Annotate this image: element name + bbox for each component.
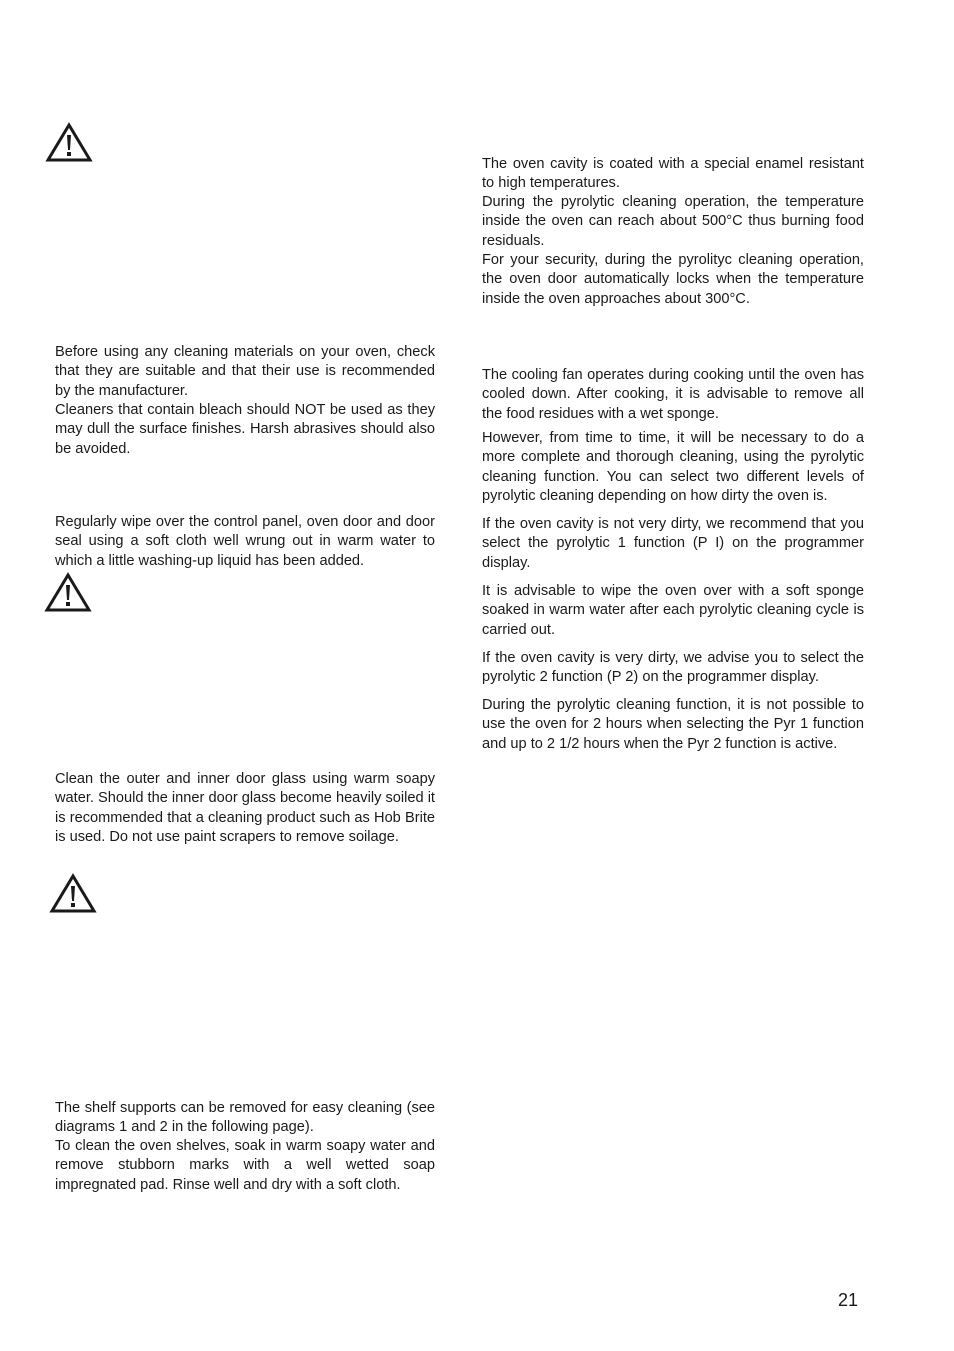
left-paragraph-5: The shelf supports can be removed for easy cleaning (see diagrams 1 and 2 in the following page). (55, 1100, 435, 1136)
right-paragraph-6: If the oven cavity is not very dirty, we recommend that you select the pyrolytic 1 function (P I) on the programmer display. (482, 516, 864, 571)
left-paragraph-1: Before using any cleaning materials on your oven, check that they are suitable and that their use is recommended by the manufacturer. (55, 344, 435, 399)
left-paragraph-2: Cleaners that contain bleach should NOT be used as they may dull the surface finishes. Harsh abrasives should also be avoided. (55, 402, 435, 457)
right-paragraph-5: However, from time to time, it will be necessary to do a more complete and thorough cleaning, using the pyrolytic cleaning function. You can select two different levels of pyrolytic cleaning depending on how dirty the oven is. (482, 430, 864, 504)
warning-triangle-icon (49, 873, 97, 914)
right-paragraph-8: If the oven cavity is very dirty, we advise you to select the pyrolytic 2 function (P 2) on the programmer display. (482, 650, 864, 686)
right-paragraph-3: For your security, during the pyrolityc cleaning operation, the oven door automatically locks when the temperature inside the oven approaches about 300°C. (482, 252, 864, 307)
left-paragraph-3: Regularly wipe over the control panel, oven door and door seal using a soft cloth well wrung out in warm water to which a little washing-up liquid has been added. (55, 514, 435, 569)
page-number: 21 (838, 1290, 859, 1310)
right-paragraph-9: During the pyrolytic cleaning function, it is not possible to use the oven for 2 hours when selecting the Pyr 1 function and up to 2 1/2 hours when the Pyr 2 function is active. (482, 697, 864, 752)
left-paragraph-4: Clean the outer and inner door glass using warm soapy water. Should the inner door glass become heavily soiled it is recommended that a cleaning product such as Hob Brite is used. Do not use paint scrapers to remove soilage. (55, 771, 435, 845)
left-paragraph-6: To clean the oven shelves, soak in warm soapy water and remove stubborn marks with a well wetted soap impregnated pad. Rinse well and dry with a soft cloth. (55, 1138, 435, 1193)
right-paragraph-2: During the pyrolytic cleaning operation, the temperature inside the oven can reach about 500°C thus burning food residuals. (482, 194, 864, 249)
warning-triangle-icon (44, 572, 92, 613)
right-paragraph-7: It is advisable to wipe the oven over with a soft sponge soaked in warm water after each pyrolytic cleaning cycle is carried out. (482, 583, 864, 638)
warning-triangle-icon (45, 122, 93, 163)
right-paragraph-4: The cooling fan operates during cooking until the oven has cooled down. After cooking, it is advisable to remove all the food residues with a wet sponge. (482, 367, 864, 422)
right-paragraph-1: The oven cavity is coated with a special enamel resistant to high temperatures. (482, 156, 864, 192)
